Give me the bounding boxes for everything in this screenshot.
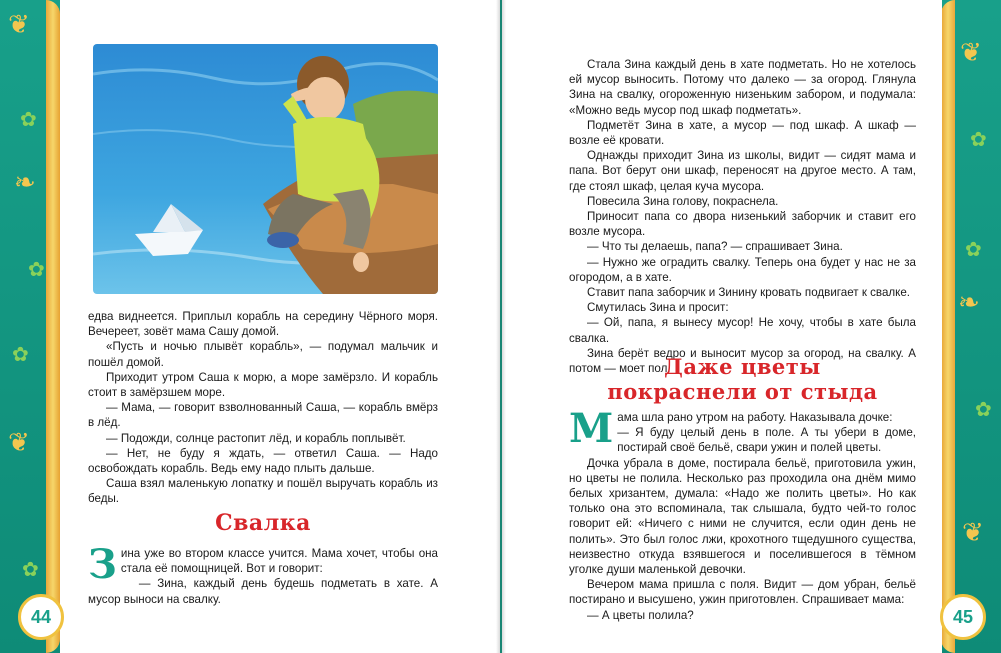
story-title-line: покраснели от стыда (607, 379, 878, 404)
story-title-line: Даже цветы (664, 354, 821, 379)
paragraph: ама шла рано утром на работу. Наказывала дочке: (617, 411, 893, 424)
paragraph: Приходит утром Саша к морю, а море замёрзло. И корабль стоит в замёрзшем море. (88, 370, 438, 400)
swirl-ornament-icon: ❦ (962, 518, 984, 548)
paragraph: Вечером мама пришла с поля. Видит — дом убран, бельё постирано и высушено, ужин приготовлен. Спрашивает мама: (569, 578, 916, 607)
paragraph: едва виднеется. Приплыл корабль на середину Чёрного моря. Вечереет, зовёт мама Сашу домой. (88, 310, 438, 339)
flower-icon: ✿ (12, 344, 29, 366)
paragraph: «Пусть и ночью плывёт корабль», — подумал мальчик и пошёл домой. (88, 340, 438, 369)
flower-icon: ✿ (20, 109, 37, 131)
story-text-svalka (88, 541, 438, 607)
flower-icon: ✿ (22, 559, 39, 581)
story-text-cvety (569, 405, 916, 623)
paragraph: Подметёт Зина в хате, а мусор — под шкаф. А шкаф — возле её кровати. (569, 118, 916, 148)
right-gold-border (941, 0, 955, 653)
drop-cap: М (569, 405, 614, 452)
paragraph: Стала Зина каждый день в хате подметать. Но не хотелось ей мусор выносить. Потому что далеко — за огород. Глянула Зина на свалку, огороженную низеньким забором, и подумала: «Можно ведь мусор под шкаф подметать». (569, 58, 916, 117)
story-title-cvety (569, 354, 916, 404)
paragraph: — Нет, не буду я ждать, — ответил Саша. — Надо освобождать корабль. Ведь ему надо плыть дальше. (88, 446, 438, 476)
swirl-ornament-icon: ❧ (958, 288, 980, 318)
paragraph: — Зина, каждый день будешь подметать в хате. А мусор выноси на свалку. (88, 577, 438, 606)
paragraph: Приносит папа со двора низенький заборчик и ставит его возле мусора. (569, 210, 916, 239)
swirl-ornament-icon: ❦ (8, 428, 30, 458)
illustration-svg (93, 44, 438, 294)
paragraph: — Ой, папа, я вынесу мусор! Не хочу, чтобы в хате была свалка. (569, 316, 916, 345)
left-gold-border (46, 0, 60, 653)
illustration-boy-with-paper-boat (93, 44, 438, 294)
drop-cap: З (88, 541, 117, 588)
paragraph: Смутилась Зина и просит: (587, 301, 729, 315)
swirl-ornament-icon: ❦ (8, 10, 30, 40)
paragraph: Саша взял маленькую лопатку и пошёл выручать корабль из беды. (88, 477, 438, 506)
page-number-left: 44 (18, 594, 64, 640)
book-gutter (496, 0, 506, 653)
paragraph: Повесила Зина голову, покраснела. (587, 194, 779, 208)
flower-icon: ✿ (965, 239, 982, 261)
paragraph: Зина берёт ведро и выносит мусор за огород, на свалку. А потом — моет пол. (569, 346, 916, 376)
flower-icon: ✿ (975, 399, 992, 421)
paragraph: — Мама, — говорит взволнованный Саша, — корабль вмёрз в лёд. (88, 401, 438, 430)
paragraph: Однажды приходит Зина из школы, видит — сидят мама и папа. Вот берут они шкаф, переносят на другое место. А там, где стоял шкаф, целая куча мусора. (569, 149, 916, 193)
paragraph: — Что ты делаешь, папа? — спрашивает Зина. (587, 240, 843, 254)
flower-icon: ✿ (28, 259, 45, 281)
swirl-ornament-icon: ❧ (14, 168, 36, 198)
paragraph: ина уже во втором классе учится. Мама хочет, чтобы она стала её помощницей. Вот и говорит: (120, 547, 438, 576)
paragraph: Ставит папа заборчик и Зинину кровать подвигает к свалке. (587, 286, 911, 300)
paragraph: — Нужно же оградить свалку. Теперь она будет у нас не за огородом, а в хате. (569, 255, 916, 284)
page-number-right: 45 (940, 594, 986, 640)
flower-icon: ✿ (970, 129, 987, 151)
swirl-ornament-icon: ❦ (960, 38, 982, 68)
paragraph: Дочка убрала в доме, постирала бельё, приготовила ужин, но цветы не полила. Несколько раз проходила она днём мимо белых хризантем, думала: «Надо же полить цветы». Но как только она это вспоминала, так слышала, будто чей-то голос говорит ей: «Ничего с ними не случится, если один день не полить». Это был голос лжи, крохотного тщедушного существа, неизвестно откуда взявшегося и поселившегося в тёмном уголке души маленькой девочки. (569, 456, 916, 577)
story-title-svalka: Свалка (215, 510, 311, 536)
right-page-text (569, 57, 916, 376)
paragraph: — Подожди, солнце растопит лёд, и корабль поплывёт. (106, 431, 406, 445)
paragraph: — А цветы полила? (587, 608, 694, 622)
left-page-text (88, 309, 438, 507)
paragraph: — Я буду целый день в поле. А ты убери в доме, постирай своё бельё, свари ужин и полей цветы. (617, 426, 916, 455)
